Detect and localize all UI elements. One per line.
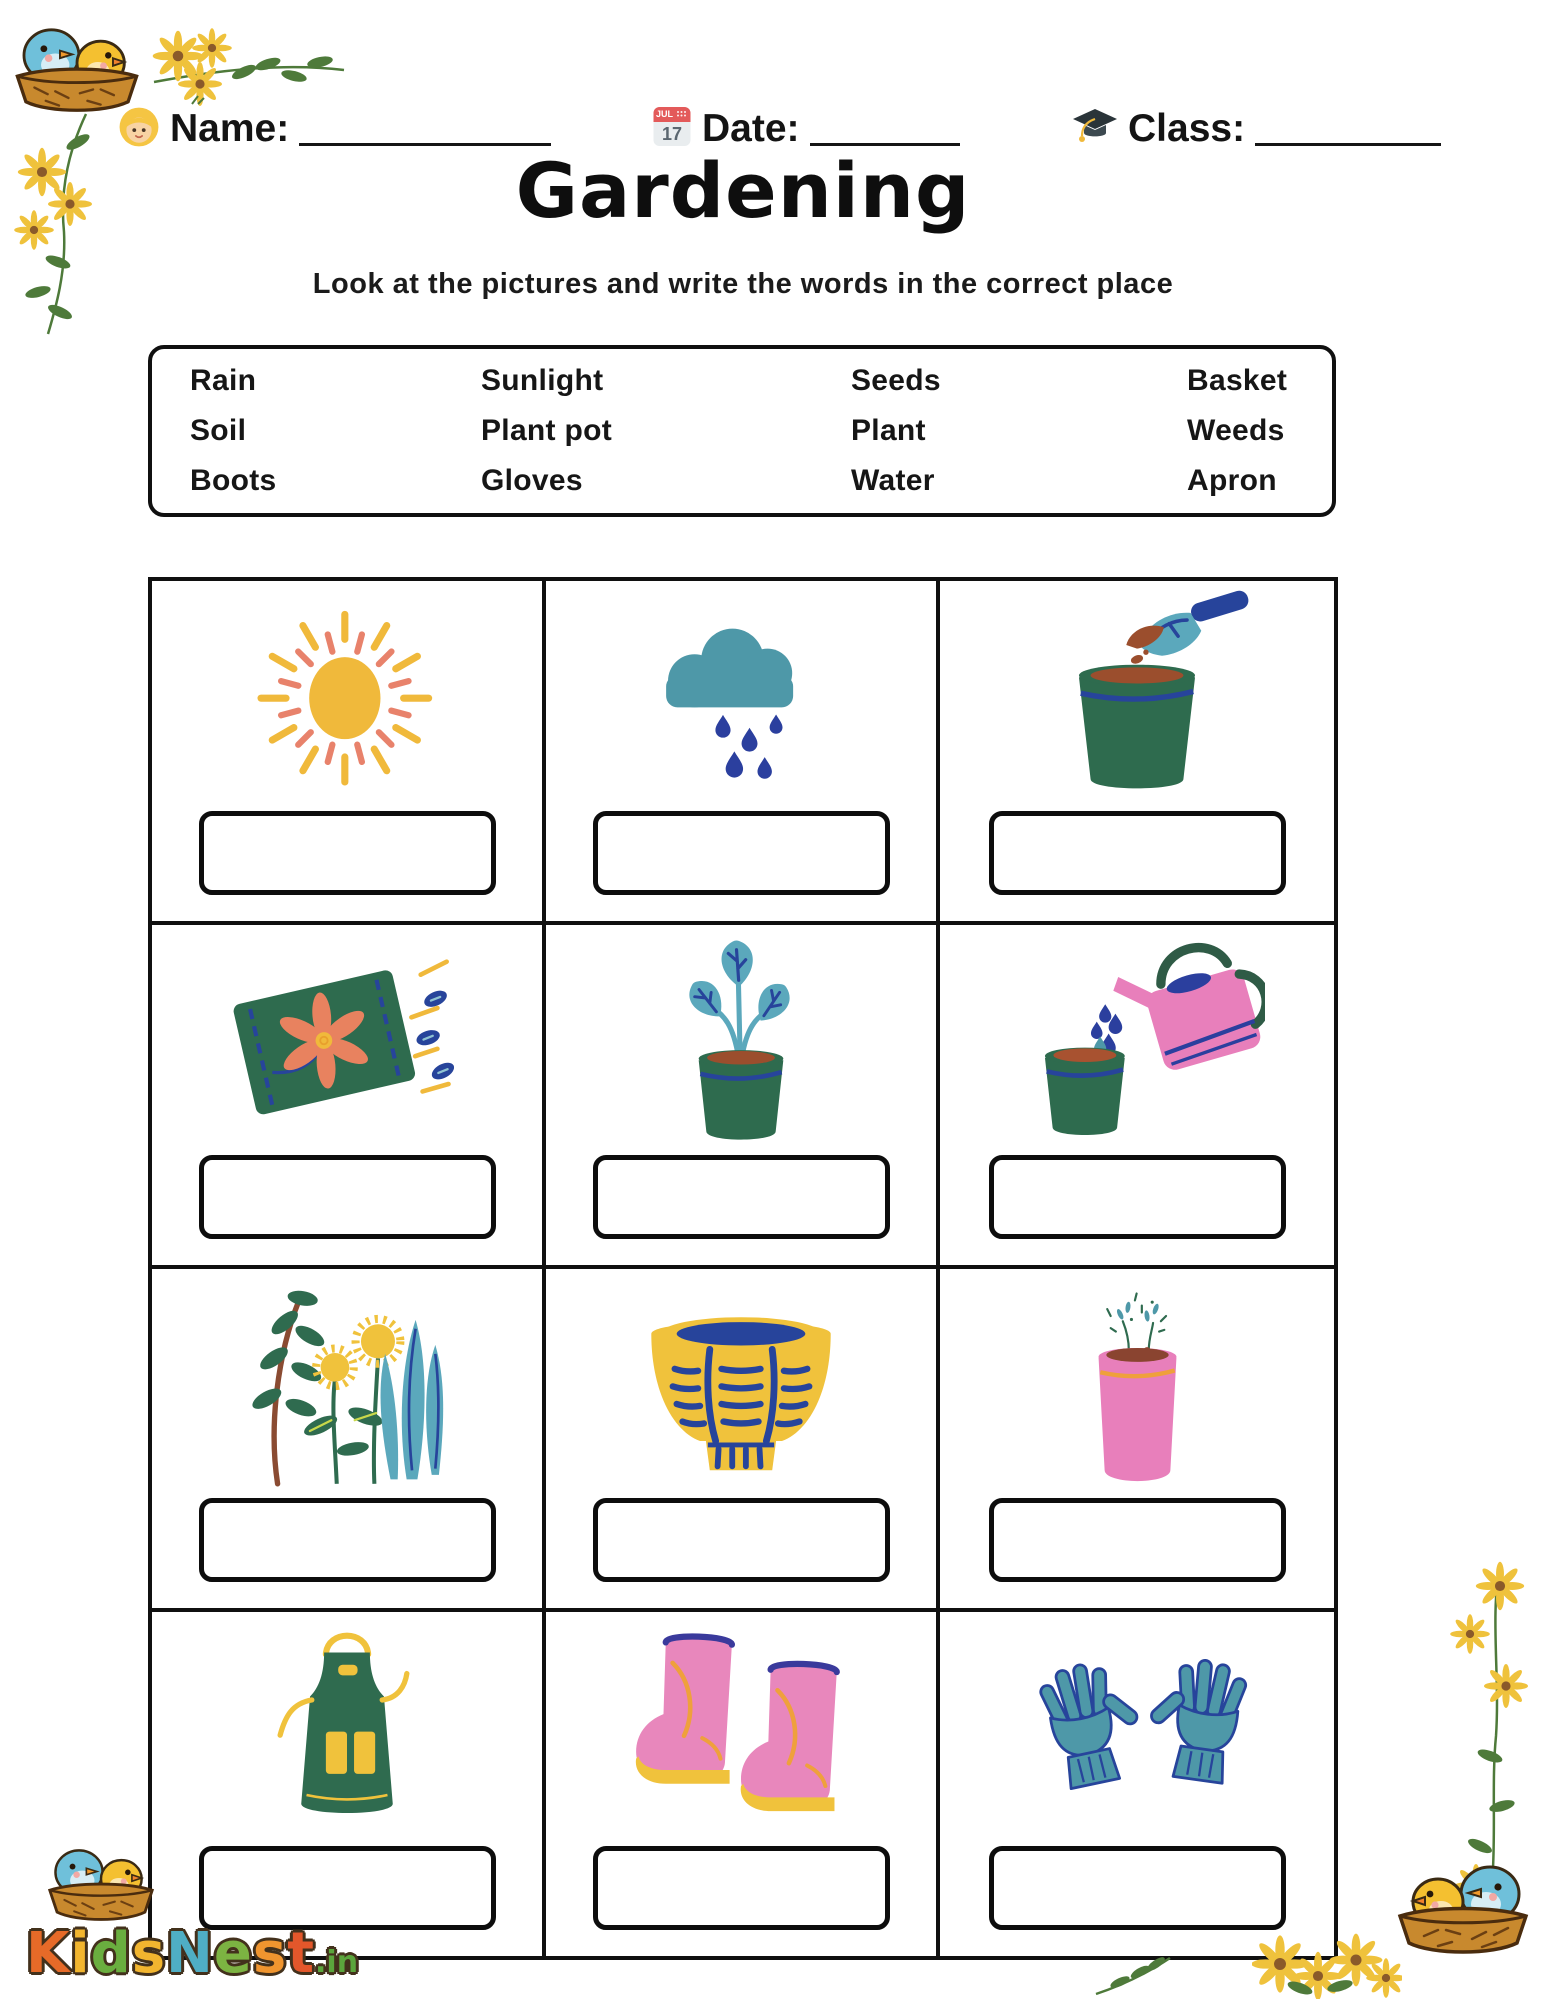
svg-text:17: 17 <box>661 124 683 144</box>
logo-letter: N <box>166 1921 214 1986</box>
logo-letter: e <box>213 1921 253 1986</box>
logo-letter: t <box>287 1921 316 1986</box>
word-apron: Apron <box>1187 464 1277 497</box>
answer-input-soil[interactable] <box>989 811 1286 895</box>
grid-cell-basket <box>546 1269 940 1613</box>
answer-input-plant-pot[interactable] <box>989 1498 1286 1582</box>
name-input[interactable] <box>299 106 551 146</box>
logo-letter: i <box>70 1921 91 1986</box>
logo-letter: d <box>90 1921 132 1986</box>
answer-input-water[interactable] <box>989 1155 1286 1239</box>
answer-input-weeds[interactable] <box>199 1498 496 1582</box>
logo-letter: s <box>131 1921 167 1986</box>
instruction-text: Look at the pictures and write the words in the correct place <box>312 268 1174 300</box>
answer-input-basket[interactable] <box>593 1498 890 1582</box>
grid-cell-weeds <box>152 1269 546 1613</box>
name-label: Name: <box>170 107 290 151</box>
gloves-icon <box>940 1612 1334 1846</box>
class-input[interactable] <box>1255 106 1441 146</box>
word-gloves: Gloves <box>481 464 583 497</box>
name-field-group <box>118 96 551 150</box>
word-soil: Soil <box>190 414 247 447</box>
apron-icon <box>152 1612 542 1846</box>
basket-icon <box>546 1269 936 1499</box>
grid-cell-sun <box>152 581 546 925</box>
date-input[interactable] <box>810 106 960 146</box>
word-basket: Basket <box>1187 364 1288 397</box>
flower-vine-illustration <box>8 112 113 337</box>
logo-letter: K <box>26 1921 71 1986</box>
answer-input-boots[interactable] <box>593 1846 890 1930</box>
answer-input-seeds[interactable] <box>199 1155 496 1239</box>
logo-suffix: .in <box>315 1945 359 1980</box>
graduation-cap-icon <box>1072 106 1118 148</box>
grid-cell-boots <box>546 1612 940 1956</box>
grid-cell-gloves <box>940 1612 1334 1956</box>
grid-cell-water <box>940 925 1334 1269</box>
logo-letter: s <box>252 1921 288 1986</box>
birds-nest-illustration <box>1388 1842 1538 1960</box>
word-plant-pot: Plant pot <box>481 414 613 447</box>
answer-input-rain[interactable] <box>593 811 890 895</box>
class-field-group <box>1072 96 1441 150</box>
grid-cell-seeds <box>152 925 546 1269</box>
date-field-group <box>652 96 960 150</box>
logo-birds-nest-icon <box>40 1830 358 1926</box>
word-boots: Boots <box>190 464 277 497</box>
word-weeds: Weeds <box>1187 414 1285 447</box>
flower-vine-illustration <box>1430 1556 1535 1931</box>
word-rain: Rain <box>190 364 257 397</box>
watering-can-icon <box>940 925 1334 1155</box>
picture-grid <box>148 577 1338 1960</box>
calendar-icon <box>652 102 692 148</box>
boots-icon <box>546 1612 936 1846</box>
soil-trowel-pot-icon <box>940 581 1334 811</box>
grid-cell-soil <box>940 581 1334 925</box>
word-seeds: Seeds <box>851 364 941 397</box>
pink-plant-pot-icon <box>940 1269 1334 1499</box>
word-water: Water <box>851 464 935 497</box>
answer-input-plant[interactable] <box>593 1155 890 1239</box>
weeds-icon <box>152 1269 542 1499</box>
class-label: Class: <box>1128 107 1246 151</box>
girl-face-icon <box>118 106 160 148</box>
date-label: Date: <box>702 107 800 151</box>
word-plant: Plant <box>851 414 926 447</box>
grid-cell-plant-pot <box>940 1269 1334 1613</box>
sun-icon <box>152 581 542 811</box>
logo-text <box>26 1921 359 1986</box>
answer-input-sun[interactable] <box>199 811 496 895</box>
potted-plant-icon <box>546 925 936 1155</box>
grid-cell-plant <box>546 925 940 1269</box>
grid-cell-rain <box>546 581 940 925</box>
svg-text:JUL: JUL <box>656 109 674 119</box>
word-sunlight: Sunlight <box>481 364 604 397</box>
seed-packet-icon <box>152 925 542 1155</box>
page-title: Gardening <box>515 146 971 235</box>
word-bank <box>148 345 1336 517</box>
kidsnest-logo <box>26 1830 359 1986</box>
answer-input-gloves[interactable] <box>989 1846 1286 1930</box>
rain-cloud-icon <box>546 581 936 811</box>
